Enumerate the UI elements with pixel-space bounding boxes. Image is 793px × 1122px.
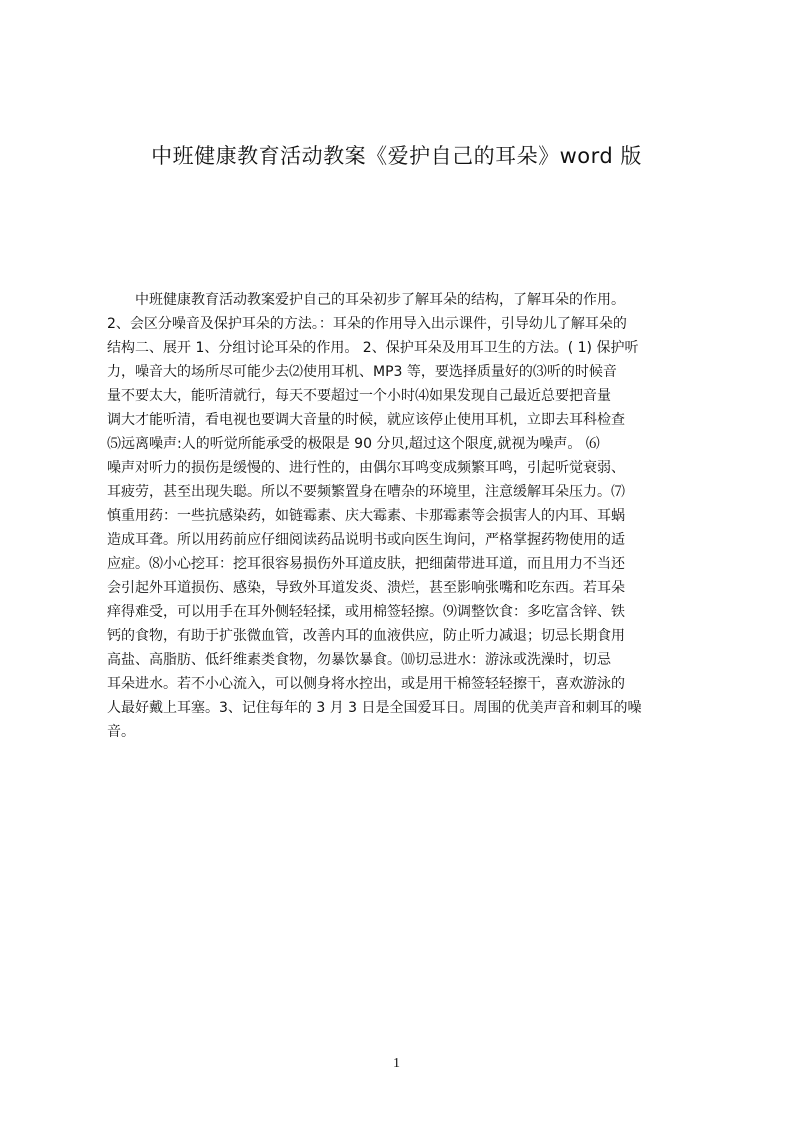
body-line-8: 噪声对听力的损伤是缓慢的、进行性的，由偶尔耳鸣变成频繁耳鸣，引起听觉衰弱、 <box>107 460 625 476</box>
body-line-10: 慎重用药：一些抗感染药，如链霉素、庆大霉素、卡那霉素等会损害人的内耳、耳蜗 <box>107 508 625 524</box>
body-line-7: ⑸远离噪声:人的听觉所能承受的极限是 90 分贝,超过这个限度,就视为噪声。 ⑹ <box>107 436 600 452</box>
body-line-13: 会引起外耳道损伤、感染，导致外耳道发炎、溃烂，甚至影响张嘴和吃东西。若耳朵 <box>107 580 625 596</box>
body-line-14: 痒得难受，可以用手在耳外侧轻轻揉，或用棉签轻擦。⑼调整饮食：多吃富含锌、铁 <box>107 604 625 620</box>
body-line-11: 造成耳聋。所以用药前应仔细阅读药品说明书或向医生询问，严格掌握药物使用的适 <box>107 532 625 548</box>
body-line-17: 耳朵进水。若不小心流入，可以侧身将水控出，或是用干棉签轻轻擦干，喜欢游泳的 <box>107 676 625 692</box>
body-line-2: 2、会区分噪音及保护耳朵的方法。：耳朵的作用导入出示课件，引导幼儿了解耳朵的 <box>107 316 627 332</box>
page-title: 中班健康教育活动教案《爱护自己的耳朵》word 版 <box>151 144 642 168</box>
body-line-5: 量不要太大，能听清就行，每天不要超过一个小时⑷如果发现自己最近总要把音量 <box>107 388 611 404</box>
body-line-1: 中班健康教育活动教案爱护自己的耳朵初步了解耳朵的结构，了解耳朵的作用。 <box>107 292 625 308</box>
body-line-6: 调大才能听清，看电视也要调大音量的时候，就应该停止使用耳机，立即去耳科检查 <box>107 412 625 428</box>
body-line-4: 力，噪音大的场所尽可能少去⑵使用耳机、MP3 等，要选择质量好的⑶听的时候音 <box>107 364 617 380</box>
document-body <box>107 288 727 744</box>
body-line-18: 人最好戴上耳塞。3、记住每年的 3 月 3 日是全国爱耳日。周围的优美声音和刺耳的噪 <box>107 700 642 716</box>
body-line-16: 高盐、高脂肪、低纤维素类食物，勿暴饮暴食。⑽切忌进水：游泳或洗澡时，切忌 <box>107 652 611 668</box>
body-line-9: 耳疲劳，甚至出现失聪。所以不要频繁置身在嘈杂的环境里，注意缓解耳朵压力。⑺ <box>107 484 625 500</box>
body-line-19: 音。 <box>107 724 135 740</box>
page-number: 1 <box>393 1056 400 1071</box>
body-line-12: 应症。⑻小心挖耳：挖耳很容易损伤外耳道皮肤，把细菌带进耳道，而且用力不当还 <box>107 556 625 572</box>
body-line-3: 结构二、展开 1、分组讨论耳朵的作用。 2、保护耳朵及用耳卫生的方法。( 1) 保护听 <box>107 340 639 356</box>
body-line-15: 钙的食物，有助于扩张微血管，改善内耳的血液供应，防止听力减退；切忌长期食用 <box>107 628 625 644</box>
